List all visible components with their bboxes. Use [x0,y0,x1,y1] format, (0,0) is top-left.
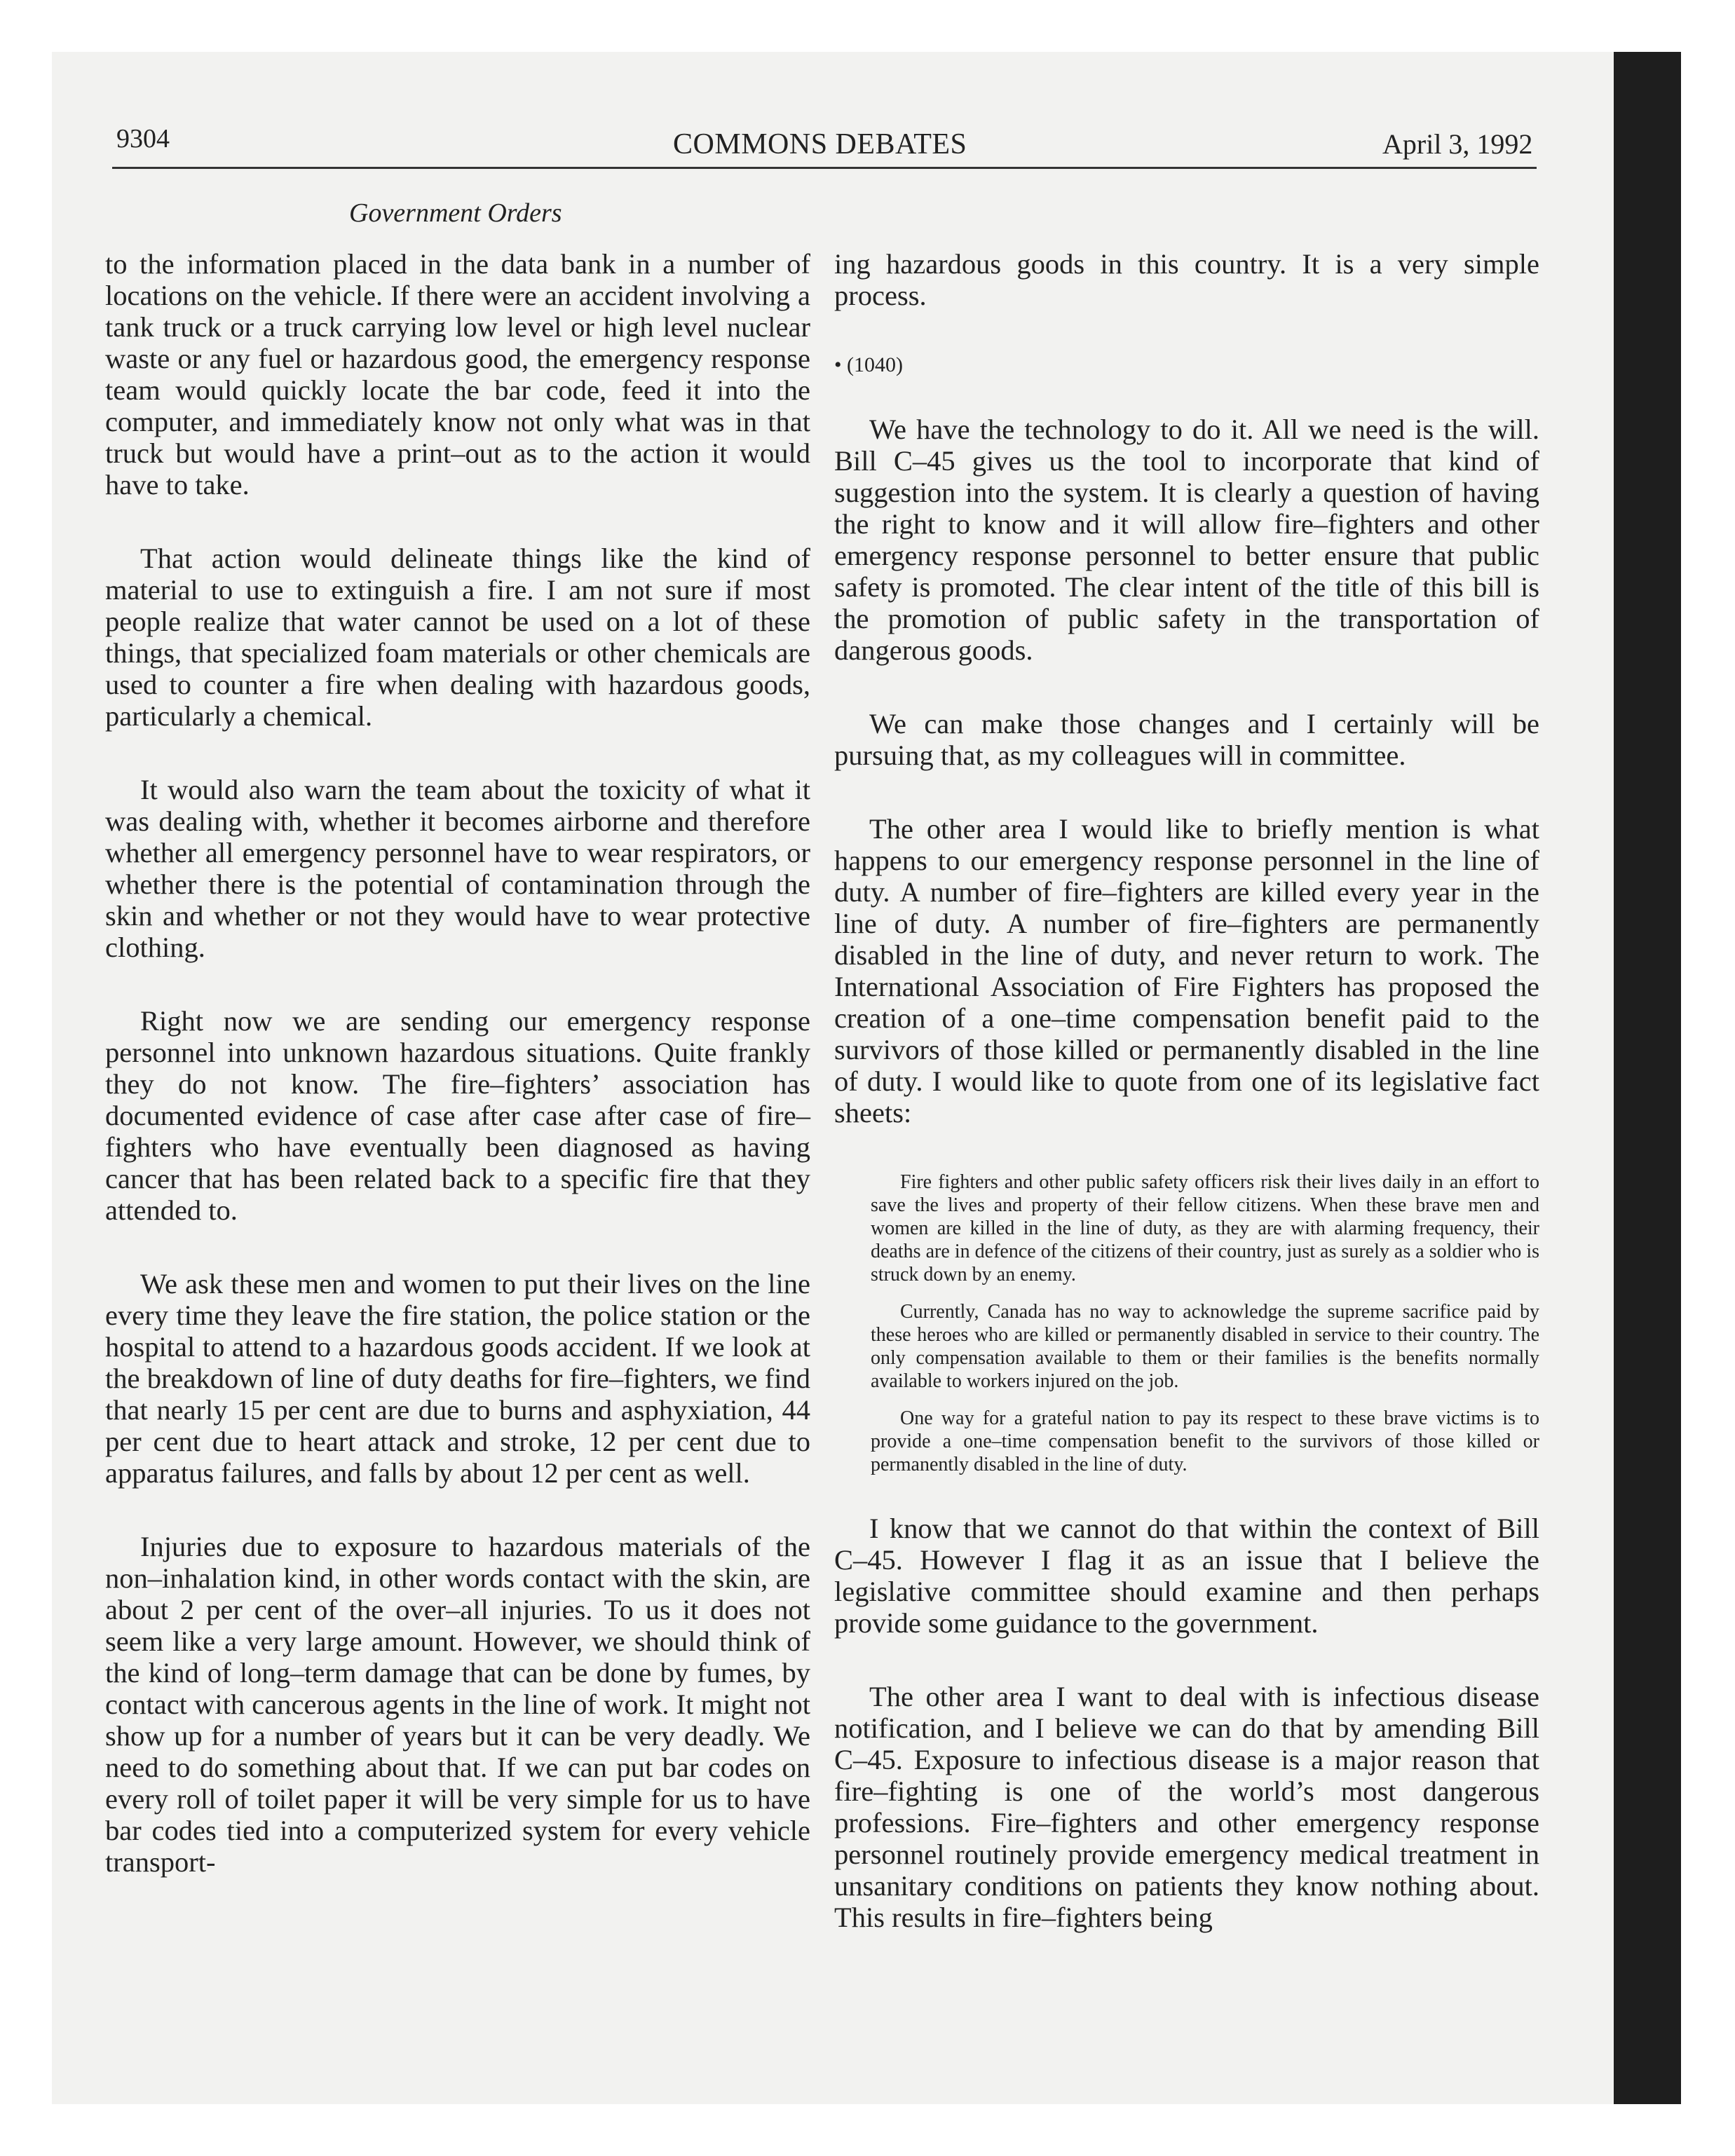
page-number: 9304 [116,124,170,153]
quote-paragraph: Fire fighters and other public safety officers risk their lives daily in an effort to save the lives and property of their fellow citizens. When these brave men and women are killed in the line of duty, as they are with alarming frequency, their deaths are in defence of the citizens of their country, just as surely as a soldier who is struck down by an enemy. [871,1171,1539,1285]
quote-paragraph: Currently, Canada has no way to acknowledge the supreme sacrifice paid by these heroes who are killed or permanently disabled in service to their country. The only compensation available to them or their families is the benefits normally available to workers injured on the job. [871,1301,1539,1392]
quote-paragraph: One way for a grateful nation to pay its respect to these brave victims is to provide a one–time compensation benefit to the survivors of those killed or permanently disabled in the line of duty. [871,1407,1539,1475]
paragraph: We ask these men and women to put their lives on the line every time they leave the fire station, the police station or the hospital to attend to a hazardous goods accident. If we look at the breakdown of line of duty deaths for fire–fighters, we find that nearly 15 per cent are due to burns and asphyxiation, 44 per cent due to heart attack and stroke, 12 per cent due to apparatus failures, and falls by about 12 per cent as well. [105,1268,810,1489]
section-title: Government Orders [349,198,562,228]
block-quote [871,1171,1539,1476]
paragraph: That action would delineate things like the kind of material to use to extinguish a fire. I am not sure if most people realize that water cannot be used on a lot of these things, that specialized foam materials or other chemicals are used to counter a fire when dealing with hazardous goods, particularly a chemical. [105,543,810,732]
paragraph: We can make those changes and I certainly will be pursuing that, as my colleagues will in committee. [834,708,1539,771]
left-column [105,248,810,1902]
publication-date: April 3, 1992 [1382,128,1533,160]
paragraph: ing hazardous goods in this country. It is a very simple process. [834,248,1539,311]
paragraph: Injuries due to exposure to hazardous materials of the non–inhalation kind, in other words contact with the skin, are about 2 per cent of the over–all injuries. To us it does not seem like a very large amount. However, we should think of the kind of long–term damage that can be done by fumes, by contact with cancerous agents in the line of work. It might not show up for a number of years but it can be very deadly. We need to do something about that. If we can put bar codes on every roll of toilet paper it will be very simple for us to have bar codes tied into a computerized system for every vehicle transport- [105,1531,810,1878]
paragraph: to the information placed in the data bank in a number of locations on the vehicle. If there were an accident involving a tank truck or a truck carrying low level or high level nuclear waste or any fuel or hazardous good, the emergency response team would quickly locate the bar code, feed it into the computer, and immediately know not only what was in that truck but would have a print–out as to the action it would have to take. [105,248,810,500]
paragraph: It would also warn the team about the toxicity of what it was dealing with, whether it becomes airborne and therefore whether all emergency personnel have to wear respirators, or whether there is the potential of contamination through the skin and whether or not they would have to wear protective clothing. [105,774,810,963]
time-stamp: • (1040) [834,353,903,376]
scan-edge-shadow [1614,52,1681,2104]
paragraph: We have the technology to do it. All we need is the will. Bill C–45 gives us the tool to incorporate that kind of suggestion into the system. It is clearly a question of having the right to know and it will allow fire–fighters and other emergency response personnel to better ensure that public safety is promoted. The clear intent of the title of this bill is the promotion of public safety in the transportation of dangerous goods. [834,414,1539,666]
paragraph: The other area I want to deal with is infectious disease notification, and I believe we can do that by amending Bill C–45. Exposure to infectious disease is a major reason that fire–fighting is one of the world’s most dangerous professions. Fire–fighters and other emergency response personnel routinely provide emergency medical treatment in unsanitary conditions on patients they know nothing about. This results in fire–fighters being [834,1681,1539,1933]
right-column [834,248,1539,1933]
paragraph: The other area I would like to briefly mention is what happens to our emergency response personnel in the line of duty. A number of fire–fighters are killed every year in the line of duty. A number of fire–fighters are permanently disabled in the line of duty, and never return to work. The International Association of Fire Fighters has proposed the creation of a one–time compensation benefit paid to the survivors of those killed or permanently disabled in the line of duty. I would like to quote from one of its legislative fact sheets: [834,813,1539,1128]
paragraph: Right now we are sending our emergency response personnel into unknown hazardous situations. Quite frankly they do not know. The fire–fighters’ association has documented evidence of case after case after case of fire–fighters who have eventually been diagnosed as having cancer that has been related back to a specific fire that they attended to. [105,1005,810,1226]
header-rule [112,167,1537,169]
paragraph: I know that we cannot do that within the context of Bill C–45. However I flag it as an issue that I believe the legislative committee should examine and then perhaps provide some guidance to the government. [834,1513,1539,1639]
running-title: COMMONS DEBATES [673,128,967,161]
